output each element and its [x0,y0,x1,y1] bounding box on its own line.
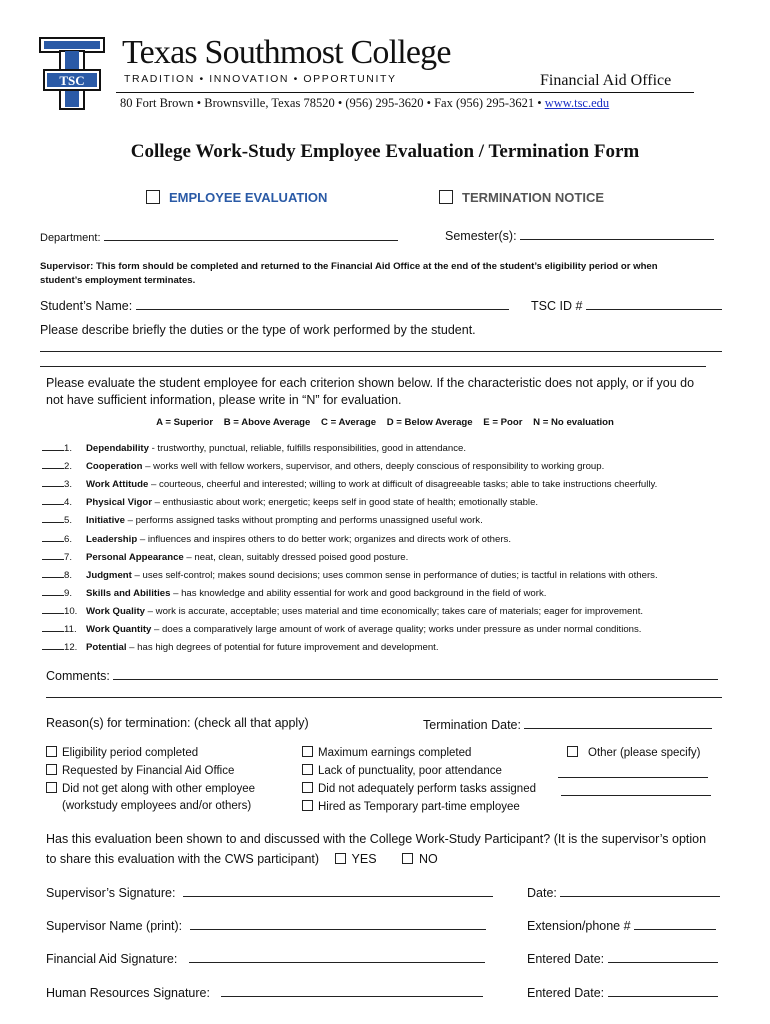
reason-label: Eligibility period completed [62,747,199,759]
criterion-description: – uses self-control; makes sound decisions; uses common sense in performance of duties; is tactful in relations with others. [131,569,658,581]
reason-requested-fa[interactable] [46,764,234,777]
discussion-line-2: to share this evaluation with the CWS participant) [46,852,320,866]
criterion-description: – influences and inspires others to do better work; organizes and directs work of others. [137,533,512,545]
reason-label: Hired as Temporary part-time employee [318,801,520,813]
duties-line-2[interactable] [40,366,706,367]
criterion-description: - trustworthy, punctual, reliable, fulfills responsibilities, good in attendance. [148,443,467,454]
criterion-description: – has high degrees of potential for future improvement and development. [126,642,439,654]
reason-label: Requested by Financial Aid Office [62,765,235,777]
criterion-number: 8. [64,569,73,581]
office-name: Financial Aid Office [540,72,672,89]
criterion-number: 5. [64,515,73,527]
entered-date-label-1: Entered Date: [527,952,605,966]
rating-blank[interactable] [42,568,64,578]
reason-not-get-along[interactable] [46,782,255,795]
department-row [40,228,398,244]
criterion-description: – courteous, cheerful and interested; willing to work at difficult of disagreeable tasks; able to take instructions cheerfully. [148,479,658,491]
criterion-row [42,622,641,635]
college-name: Texas Southmost College [122,34,451,71]
reason-checkbox[interactable] [302,746,313,757]
yes-label: YES [351,852,377,866]
rating-blank[interactable] [42,604,64,614]
date-label: Date: [527,886,557,900]
criterion-row [42,550,408,563]
comments-label: Comments: [46,669,110,683]
reason-checkbox[interactable] [46,764,57,775]
termination-checkbox[interactable] [439,190,453,204]
reason-checkbox[interactable] [46,782,57,793]
criterion-number: 9. [64,587,73,599]
rating-blank[interactable] [42,441,64,451]
reason-label: Other (please specify) [588,747,701,759]
department-label: Department: [40,232,101,244]
logo-letters: TSC [59,73,85,88]
criterion-description: – work is accurate, acceptable; uses material and time economically; takes care of materials; eager for improvement. [145,605,644,617]
rating-blank[interactable] [42,477,64,487]
hr-signature-field[interactable] [221,984,483,997]
rating-blank[interactable] [42,532,64,542]
rating-scale: A = Superior B = Above Average C = Average D = Below Average E = Poor N = No evaluation [156,417,614,428]
semester-field[interactable] [520,227,714,240]
evaluate-line-1: Please evaluate the student employee for each criterion shown below. If the characteristic does not apply, or if you do [46,376,695,390]
criterion-row [42,604,643,617]
criterion-number: 2. [64,461,73,473]
header-rule [116,92,694,93]
option-evaluation[interactable] [146,190,327,205]
comments-line-2[interactable] [46,697,722,698]
college-motto: TRADITION • INNOVATION • OPPORTUNITY [124,73,397,85]
criterion-number: 12. [64,642,78,654]
tsc-id-row [531,297,722,313]
yes-option[interactable] [335,852,377,866]
criterion-number: 4. [64,497,73,509]
supervisor-note-line1: This form should be completed and returned to the Financial Aid Office at the end of the student’s eligibility period or when [93,261,658,272]
date-row [527,884,720,900]
supervisor-note-bold: Supervisor: [40,261,94,272]
discussion-line-2-row [46,852,438,866]
other-specify-line-1[interactable] [558,777,708,778]
website-link[interactable]: www.tsc.edu [544,96,610,110]
date-field[interactable] [560,884,720,897]
no-checkbox[interactable] [402,853,413,864]
entered-date-label-2: Entered Date: [527,986,605,1000]
reasons-label: Reason(s) for termination: (check all that apply) [46,716,309,730]
extension-field[interactable] [634,917,716,930]
supervisor-name-row [46,917,486,933]
supervisor-signature-field[interactable] [183,884,493,897]
option-termination[interactable] [439,190,604,205]
reason-label: Lack of punctuality, poor attendance [318,765,502,777]
criterion-description: – has knowledge and ability essential for work and good background in the field of work. [170,587,547,599]
entered-date-row-2 [527,984,718,1000]
criterion-description: – works well with fellow workers, supervisor, and others, deeply conscious of responsibility to working group. [142,461,605,473]
student-name-field[interactable] [136,297,509,310]
criterion-description: – does a comparatively large amount of work of average quality; works under pressure as under normal conditions. [151,624,642,635]
extension-row [527,917,716,933]
other-specify-line-2[interactable] [561,795,711,796]
reason-checkbox[interactable] [302,800,313,811]
criterion-number: 11. [64,624,77,635]
criterion-row [42,640,439,653]
form-title: College Work-Study Employee Evaluation / Termination Form [130,141,640,162]
tsc-id-field[interactable] [586,297,722,310]
criterion-name: Work Attitude [86,479,149,491]
rating-blank[interactable] [42,586,64,596]
reason-temporary-hire[interactable] [302,800,520,813]
criterion-name: Skills and Abilities [86,587,171,599]
criterion-name: Cooperation [86,461,143,473]
fa-signature-field[interactable] [189,950,485,963]
department-field[interactable] [104,228,398,241]
criterion-name: Work Quality [86,605,145,617]
reason-checkbox[interactable] [46,746,57,757]
reason-label: Did not get along with other employee [62,783,256,795]
address-text: 80 Fort Brown • Brownsville, Texas 78520 • (956) 295-3620 • Fax (956) 295-3621 • [120,96,545,110]
reason-checkbox[interactable] [567,746,578,757]
tsc-id-label: TSC ID # [531,299,583,313]
rating-blank[interactable] [42,459,64,469]
supervisor-signature-label: Supervisor’s Signature: [46,886,176,900]
rating-blank[interactable] [42,495,64,505]
duties-line-1[interactable] [40,351,722,352]
termination-date-field[interactable] [524,716,712,729]
no-label: NO [419,852,438,866]
criterion-row [42,477,657,490]
criterion-row [42,459,604,472]
tsc-logo [38,36,106,112]
criterion-row [42,441,466,454]
criterion-description: – neat, clean, suitably dressed poised good posture. [183,551,409,563]
criterion-row [42,568,658,581]
rating-blank[interactable] [42,513,64,523]
criterion-name: Judgment [86,569,132,581]
student-name-row [40,297,509,313]
reason-label: Did not adequately perform tasks assigned [318,783,536,795]
criterion-number: 3. [64,479,73,491]
entered-date-row-1 [527,950,718,966]
criterion-name: Potential [86,642,127,654]
criterion-number: 7. [64,551,73,563]
yes-checkbox[interactable] [335,853,346,864]
reason-max-earnings[interactable] [302,746,471,759]
address-line [120,96,609,111]
fa-signature-label: Financial Aid Signature: [46,952,178,966]
fa-signature-row [46,950,485,966]
criterion-row [42,513,483,526]
supervisor-name-field[interactable] [190,917,486,930]
reason-perform-tasks[interactable] [302,782,536,795]
evaluation-checkbox[interactable] [146,190,160,204]
criterion-row [42,586,546,599]
rating-blank[interactable] [42,640,64,650]
rating-blank[interactable] [42,622,64,632]
hr-signature-row [46,984,483,1000]
criterion-row [42,495,538,508]
supervisor-note [40,260,658,288]
reason-label: Maximum earnings completed [318,747,472,759]
extension-label: Extension/phone # [527,919,631,933]
evaluation-label: EMPLOYEE EVALUATION [169,190,328,205]
criterion-description: – performs assigned tasks without prompting and performs unassigned useful work. [124,515,483,527]
reason-other[interactable] [567,746,701,759]
supervisor-name-label: Supervisor Name (print): [46,919,183,933]
criterion-name: Leadership [86,533,138,545]
discussion-line-1: Has this evaluation been shown to and discussed with the College Work-Study Participant? (It is the supervisor’s option [46,832,707,846]
duties-prompt: Please describe briefly the duties or the type of work performed by the student. [40,323,476,337]
criterion-name: Dependability [86,443,149,454]
criterion-row [42,532,511,545]
rating-blank[interactable] [42,550,64,560]
termination-date-label: Termination Date: [423,718,521,732]
termination-date-row [423,716,712,732]
no-option[interactable] [402,852,438,866]
criterion-number: 6. [64,533,73,545]
reason-eligibility[interactable] [46,746,198,759]
criterion-name: Personal Appearance [86,551,184,563]
reason-not-get-along-sub: (workstudy employees and/or others) [62,800,252,812]
comments-field[interactable] [113,667,718,680]
hr-signature-label: Human Resources Signature: [46,986,210,1000]
termination-label: TERMINATION NOTICE [462,190,605,205]
criterion-name: Physical Vigor [86,497,152,509]
evaluate-instructions [46,375,694,408]
criterion-name: Work Quantity [86,624,152,635]
criterion-number: 10. [64,605,78,617]
reason-punctuality[interactable] [302,764,502,777]
criterion-number: 1. [64,443,73,454]
semester-row [445,227,714,243]
evaluate-line-2: not have sufficient information, please write in “N” for evaluation. [46,392,402,407]
comments-row [46,667,718,683]
supervisor-signature-row [46,884,493,900]
student-name-label: Student’s Name: [40,299,133,313]
reason-checkbox[interactable] [302,782,313,793]
criterion-description: – enthusiastic about work; energetic; keeps self in good state of health; emotionally stable. [151,497,539,509]
supervisor-note-line2: student’s employment terminates. [40,275,196,286]
criterion-name: Initiative [86,515,125,527]
semester-label: Semester(s): [445,229,517,243]
entered-date-field-2[interactable] [608,984,718,997]
reason-checkbox[interactable] [302,764,313,775]
entered-date-field-1[interactable] [608,950,718,963]
